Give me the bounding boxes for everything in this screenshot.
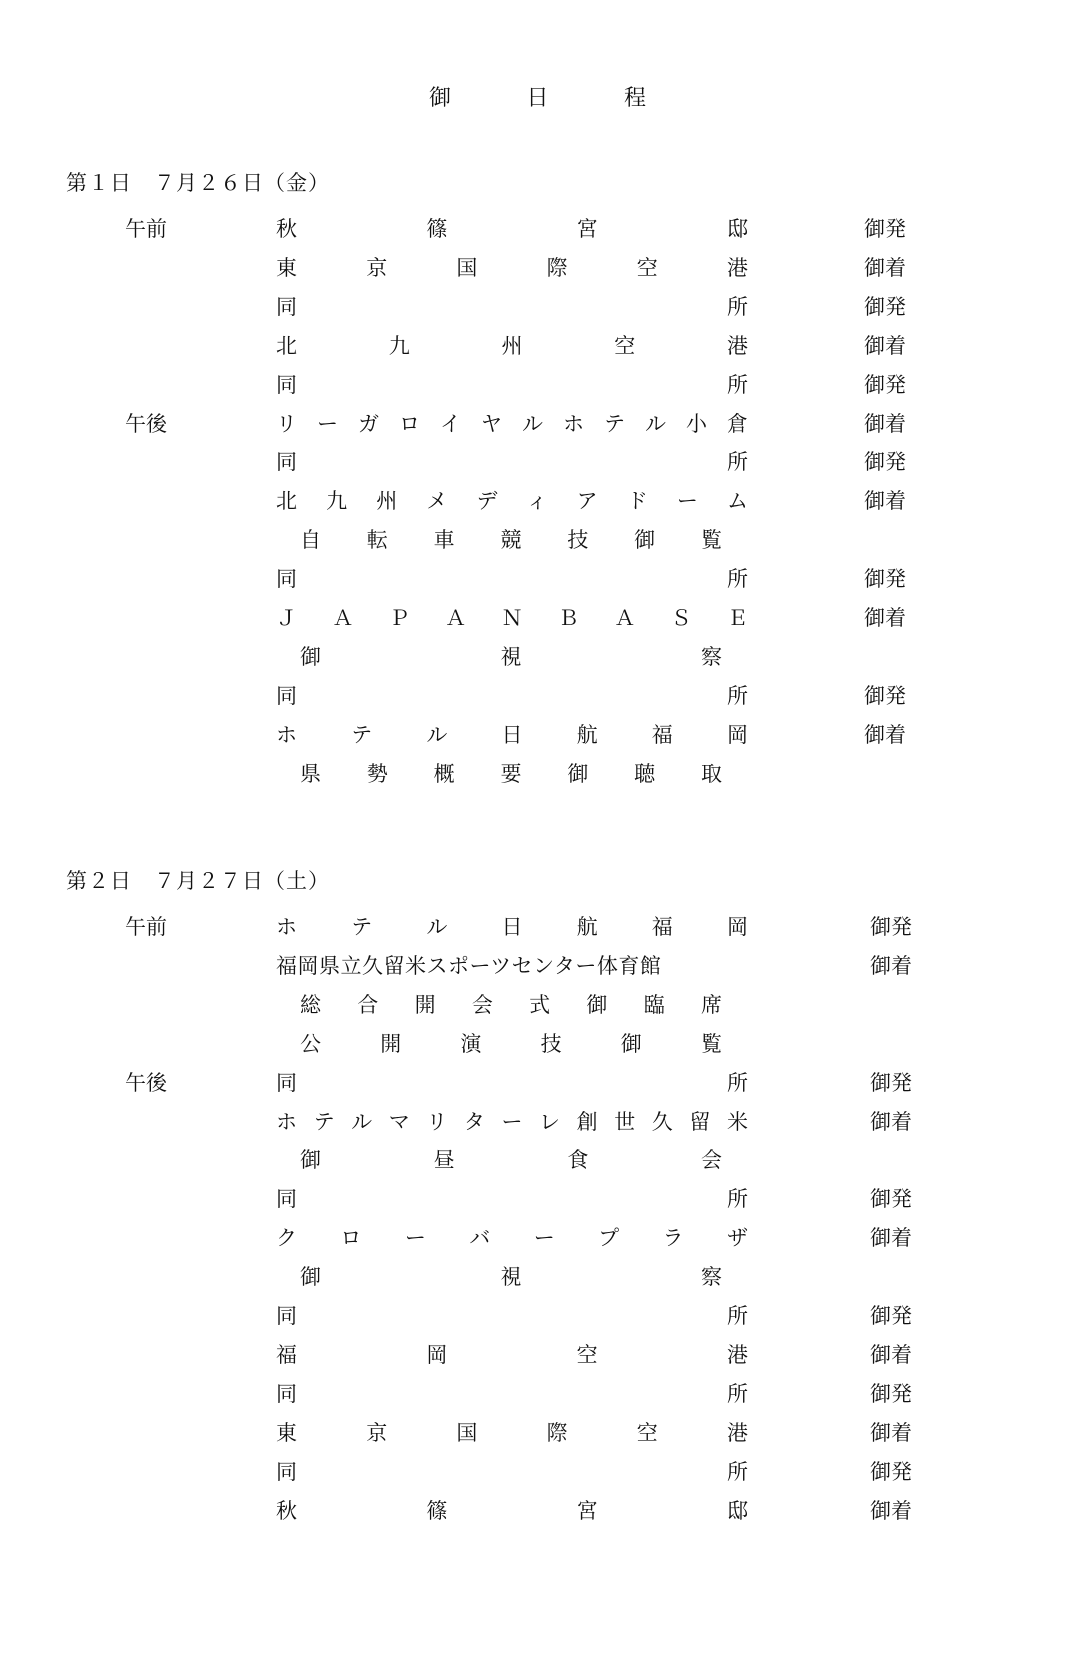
spaced-char: 倉 xyxy=(727,411,748,436)
departure-label: 御発 xyxy=(870,1187,912,1212)
arrival-label: 御着 xyxy=(864,333,906,358)
spaced-char: 臨 xyxy=(643,992,665,1017)
place-name xyxy=(276,1107,748,1137)
spaced-char: メ xyxy=(426,489,448,514)
arrival-label: 御着 xyxy=(870,1420,912,1445)
spaced-char: 空 xyxy=(636,255,658,280)
spaced-char: 御 xyxy=(429,86,452,111)
arrival-label: 御着 xyxy=(864,255,906,280)
spaced-char: 総 xyxy=(300,992,321,1017)
place-text: 福岡県立久留米スポーツセンター体育館 xyxy=(276,953,662,978)
place-name xyxy=(276,720,748,750)
spaced-char: ホ xyxy=(563,411,584,436)
spaced-char: テ xyxy=(604,411,625,436)
spaced-char: 創 xyxy=(576,1109,598,1134)
spaced-char: ル xyxy=(426,722,448,747)
schedule-row xyxy=(0,564,1080,594)
spaced-char: ラ xyxy=(662,1226,684,1251)
spaced-char: 開 xyxy=(380,1031,402,1056)
spaced-char: 公 xyxy=(300,1031,321,1056)
event-note xyxy=(300,990,722,1020)
spaced-char: 同 xyxy=(276,1459,297,1484)
spaced-char: 港 xyxy=(727,333,748,358)
spaced-char: ー xyxy=(317,411,338,436)
spaced-char: Ａ xyxy=(614,606,636,630)
spaced-char: 北 xyxy=(276,333,297,358)
spaced-char: 視 xyxy=(500,644,522,669)
spaced-char: ホ xyxy=(276,1109,297,1134)
spaced-char: 御 xyxy=(586,992,608,1017)
period-label: 午前 xyxy=(125,217,167,241)
spaced-char: ガ xyxy=(358,411,379,436)
spaced-char: リ xyxy=(426,1109,448,1134)
spaced-char: 岡 xyxy=(726,915,748,939)
spaced-char: 同 xyxy=(276,294,297,319)
spaced-char: 国 xyxy=(456,1420,478,1445)
spaced-char: 篠 xyxy=(426,217,448,241)
spaced-char: 同 xyxy=(276,1304,297,1328)
spaced-char: ー xyxy=(404,1226,426,1251)
spaced-char: Ｅ xyxy=(727,606,748,630)
event-note xyxy=(300,1262,722,1292)
spaced-char: テ xyxy=(351,915,373,939)
spaced-char: 同 xyxy=(276,1070,297,1095)
schedule-row xyxy=(0,1379,1080,1409)
spaced-char: 取 xyxy=(700,761,722,786)
spaced-char: ィ xyxy=(526,489,548,514)
spaced-char: 所 xyxy=(727,372,748,397)
spaced-char: ザ xyxy=(726,1226,748,1251)
spaced-char: 篠 xyxy=(426,1498,448,1523)
spaced-char: 同 xyxy=(276,683,297,708)
arrival-label: 御着 xyxy=(870,1109,912,1134)
place-name xyxy=(276,1340,748,1370)
schedule-note-row xyxy=(0,525,1080,555)
schedule-row xyxy=(0,603,1080,633)
place-name xyxy=(276,1418,748,1448)
departure-label: 御発 xyxy=(870,1070,912,1095)
place-name xyxy=(276,1496,748,1526)
schedule-row xyxy=(0,1496,1080,1526)
spaced-char: 聴 xyxy=(634,761,656,786)
spaced-char: 港 xyxy=(726,255,748,280)
spaced-char: 御 xyxy=(300,644,321,669)
spaced-char: 席 xyxy=(700,992,722,1017)
schedule-row xyxy=(0,1068,1080,1098)
spaced-char: 福 xyxy=(651,915,673,939)
spaced-char: 邸 xyxy=(726,217,748,241)
spaced-char: 邸 xyxy=(726,1498,748,1523)
spaced-char: 開 xyxy=(414,992,436,1017)
spaced-char: 視 xyxy=(500,1265,522,1290)
spaced-char: 察 xyxy=(701,644,722,669)
page-title xyxy=(429,84,646,114)
schedule-row xyxy=(0,1223,1080,1253)
arrival-label: 御着 xyxy=(864,722,906,747)
schedule-row xyxy=(0,214,1080,244)
place-name xyxy=(276,1068,748,1098)
schedule-note-row xyxy=(0,642,1080,672)
spaced-char: 国 xyxy=(456,255,478,280)
spaced-char: 所 xyxy=(727,567,748,592)
schedule-row xyxy=(0,331,1080,361)
schedule-row xyxy=(0,1457,1080,1487)
spaced-char: ク xyxy=(276,1226,297,1251)
spaced-char: 演 xyxy=(460,1031,482,1056)
spaced-char: 州 xyxy=(376,489,398,514)
departure-label: 御発 xyxy=(864,450,906,475)
arrival-label: 御着 xyxy=(870,1226,912,1251)
schedule-row xyxy=(0,912,1080,942)
place-name xyxy=(276,912,748,942)
spaced-char: 際 xyxy=(546,1420,568,1445)
departure-label: 御発 xyxy=(864,372,906,397)
spaced-char: 久 xyxy=(651,1109,673,1134)
place-name xyxy=(276,292,748,322)
spaced-char: 米 xyxy=(726,1109,748,1134)
place-name xyxy=(276,447,748,477)
schedule-row xyxy=(0,1340,1080,1370)
arrival-label: 御着 xyxy=(864,489,906,514)
spaced-char: 察 xyxy=(701,1265,722,1290)
arrival-label: 御着 xyxy=(870,953,912,978)
spaced-char: Ａ xyxy=(332,606,354,630)
spaced-char: 九 xyxy=(326,489,348,514)
spaced-char: 御 xyxy=(567,761,589,786)
schedule-note-row xyxy=(0,1262,1080,1292)
spaced-char: タ xyxy=(463,1109,485,1134)
spaced-char: 同 xyxy=(276,1187,297,1212)
schedule-row xyxy=(0,292,1080,322)
spaced-char: 同 xyxy=(276,567,297,592)
spaced-char: ー xyxy=(501,1109,523,1134)
spaced-char: ド xyxy=(626,489,648,514)
spaced-char: 福 xyxy=(651,722,673,747)
place-name xyxy=(276,1223,748,1253)
place-name xyxy=(276,951,748,981)
spaced-char: 所 xyxy=(727,1381,748,1406)
spaced-char: Ｊ xyxy=(276,606,297,630)
spaced-char: 福 xyxy=(276,1342,297,1367)
place-name xyxy=(276,1301,748,1331)
spaced-char: ヤ xyxy=(481,411,502,436)
event-note xyxy=(300,525,722,555)
schedule-row xyxy=(0,720,1080,750)
spaced-char: Ｓ xyxy=(670,606,692,630)
place-name xyxy=(276,564,748,594)
spaced-char: ー xyxy=(533,1226,555,1251)
place-name xyxy=(276,370,748,400)
place-name xyxy=(276,331,748,361)
spaced-char: 岡 xyxy=(426,1342,448,1367)
spaced-char: 際 xyxy=(546,255,568,280)
spaced-char: 同 xyxy=(276,450,297,475)
spaced-char: 空 xyxy=(614,333,636,358)
spaced-char: 車 xyxy=(433,528,455,553)
departure-label: 御発 xyxy=(864,294,906,319)
spaced-char: 港 xyxy=(726,1420,748,1445)
spaced-char: ル xyxy=(351,1109,373,1134)
spaced-char: リ xyxy=(276,411,297,436)
schedule-row xyxy=(0,951,1080,981)
spaced-char: 小 xyxy=(686,411,707,436)
spaced-char: ロ xyxy=(340,1226,362,1251)
departure-label: 御発 xyxy=(870,1381,912,1406)
spaced-char: 航 xyxy=(576,915,598,939)
spaced-char: 県 xyxy=(300,761,321,786)
spaced-char: 宮 xyxy=(576,1498,598,1523)
spaced-char: 所 xyxy=(727,1459,748,1484)
place-name xyxy=(276,1457,748,1487)
spaced-char: 会 xyxy=(471,992,493,1017)
spaced-char: プ xyxy=(598,1226,620,1251)
spaced-char: 競 xyxy=(500,528,522,553)
spaced-char: 留 xyxy=(689,1109,711,1134)
spaced-char: ロ xyxy=(399,411,420,436)
arrival-label: 御着 xyxy=(864,411,906,436)
spaced-char: 東 xyxy=(276,1420,297,1445)
spaced-char: 日 xyxy=(501,915,523,939)
schedule-row xyxy=(0,1107,1080,1137)
spaced-char: 所 xyxy=(727,1304,748,1328)
schedule-row xyxy=(0,486,1080,516)
spaced-char: デ xyxy=(476,489,498,514)
place-name xyxy=(276,681,748,711)
place-name xyxy=(276,253,748,283)
spaced-char: 所 xyxy=(727,1187,748,1212)
schedule-row xyxy=(0,681,1080,711)
spaced-char: バ xyxy=(469,1226,491,1251)
arrival-label: 御着 xyxy=(864,606,906,630)
spaced-char: 東 xyxy=(276,255,297,280)
spaced-char: レ xyxy=(539,1109,561,1134)
day-header: 第１日 ７月２６日（金） xyxy=(66,171,330,195)
spaced-char: 概 xyxy=(433,761,455,786)
schedule-note-row xyxy=(0,990,1080,1020)
spaced-char: テ xyxy=(313,1109,335,1134)
departure-label: 御発 xyxy=(864,683,906,708)
spaced-char: 所 xyxy=(727,450,748,475)
departure-label: 御発 xyxy=(870,1459,912,1484)
spaced-char: テ xyxy=(351,722,373,747)
spaced-char: Ｎ xyxy=(501,606,523,630)
schedule-row xyxy=(0,370,1080,400)
spaced-char: ル xyxy=(522,411,543,436)
place-name xyxy=(276,214,748,244)
departure-label: 御発 xyxy=(870,1304,912,1328)
spaced-char: ム xyxy=(726,489,748,514)
schedule-note-row xyxy=(0,759,1080,789)
departure-label: 御発 xyxy=(870,915,912,939)
spaced-char: 御 xyxy=(634,528,656,553)
spaced-char: Ｐ xyxy=(388,606,410,630)
spaced-char: 京 xyxy=(366,1420,388,1445)
spaced-char: ホ xyxy=(276,722,297,747)
spaced-char: 日 xyxy=(501,722,523,747)
spaced-char: 会 xyxy=(700,1148,722,1173)
place-name xyxy=(276,1184,748,1214)
spaced-char: 転 xyxy=(366,528,388,553)
place-name xyxy=(276,1379,748,1409)
event-note xyxy=(300,1029,722,1059)
spaced-char: 同 xyxy=(276,1381,297,1406)
schedule-row xyxy=(0,1184,1080,1214)
departure-label: 御発 xyxy=(864,217,906,241)
spaced-char: 所 xyxy=(727,294,748,319)
event-note xyxy=(300,1145,722,1175)
spaced-char: 所 xyxy=(727,683,748,708)
spaced-char: 秋 xyxy=(276,217,297,241)
period-label: 午後 xyxy=(125,1070,167,1095)
spaced-char: 覧 xyxy=(700,1031,722,1056)
spaced-char: Ｂ xyxy=(557,606,579,630)
spaced-char: 自 xyxy=(300,528,321,553)
spaced-char: 所 xyxy=(727,1070,748,1095)
spaced-char: 技 xyxy=(540,1031,562,1056)
spaced-char: 航 xyxy=(576,722,598,747)
spaced-char: 覧 xyxy=(700,528,722,553)
spaced-char: 程 xyxy=(623,86,646,111)
schedule-note-row xyxy=(0,1145,1080,1175)
spaced-char: 要 xyxy=(500,761,522,786)
schedule-note-row xyxy=(0,1029,1080,1059)
spaced-char: 九 xyxy=(388,333,410,358)
spaced-char: 御 xyxy=(300,1265,321,1290)
spaced-char: 世 xyxy=(614,1109,636,1134)
spaced-char: ア xyxy=(576,489,598,514)
place-name xyxy=(276,409,748,439)
spaced-char: ホ xyxy=(276,915,297,939)
spaced-char: イ xyxy=(440,411,461,436)
spaced-char: マ xyxy=(388,1109,410,1134)
spaced-char: 同 xyxy=(276,372,297,397)
spaced-char: 日 xyxy=(526,86,549,111)
place-name xyxy=(276,486,748,516)
spaced-char: 昼 xyxy=(433,1148,455,1173)
spaced-char: ル xyxy=(645,411,666,436)
schedule-row xyxy=(0,447,1080,477)
spaced-char: 州 xyxy=(501,333,523,358)
spaced-char: 式 xyxy=(529,992,551,1017)
spaced-char: 空 xyxy=(576,1342,598,1367)
schedule-row xyxy=(0,409,1080,439)
spaced-char: 北 xyxy=(276,489,297,514)
spaced-char: 港 xyxy=(726,1342,748,1367)
day-header: 第２日 ７月２７日（土） xyxy=(66,869,330,893)
spaced-char: 御 xyxy=(620,1031,642,1056)
spaced-char: 岡 xyxy=(726,722,748,747)
event-note xyxy=(300,642,722,672)
arrival-label: 御着 xyxy=(870,1342,912,1367)
event-note xyxy=(300,759,722,789)
spaced-char: 空 xyxy=(636,1420,658,1445)
departure-label: 御発 xyxy=(864,567,906,592)
spaced-char: 技 xyxy=(567,528,589,553)
schedule-row xyxy=(0,1418,1080,1448)
spaced-char: 京 xyxy=(366,255,388,280)
period-label: 午前 xyxy=(125,915,167,939)
spaced-char: 秋 xyxy=(276,1498,297,1523)
spaced-char: 合 xyxy=(357,992,379,1017)
schedule-row xyxy=(0,1301,1080,1331)
spaced-char: 勢 xyxy=(366,761,388,786)
spaced-char: 食 xyxy=(567,1148,589,1173)
spaced-char: Ａ xyxy=(445,606,467,630)
place-name xyxy=(276,603,748,633)
spaced-char: 宮 xyxy=(576,217,598,241)
period-label: 午後 xyxy=(125,411,167,436)
schedule-row xyxy=(0,253,1080,283)
spaced-char: ー xyxy=(676,489,698,514)
spaced-char: ル xyxy=(426,915,448,939)
arrival-label: 御着 xyxy=(870,1498,912,1523)
spaced-char: 御 xyxy=(300,1148,321,1173)
